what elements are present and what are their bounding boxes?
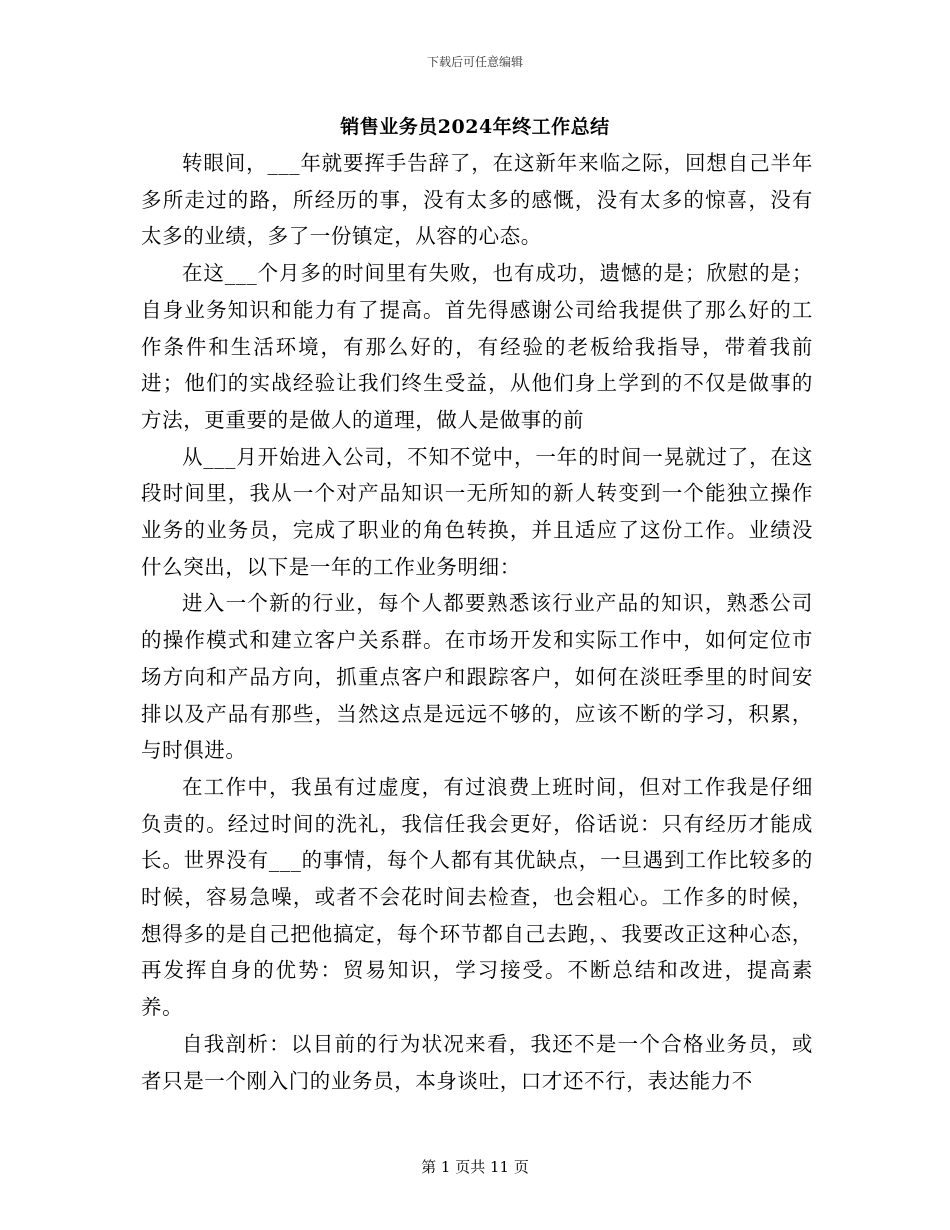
paragraph-1: 转眼间，___年就要挥手告辞了，在这新年来临之际，回想自己半年多所走过的路，所经历的事，没有太多的感慨，没有太多的惊喜，没有太多的业绩，多了一份镇定，从容的心态。 bbox=[141, 151, 813, 249]
page-header-note: 下载后可任意编辑 bbox=[426, 55, 523, 69]
document-title: 销售业务员2024年终工作总结 bbox=[340, 116, 610, 138]
page-number: 第 1 页共 11 页 bbox=[421, 1158, 529, 1176]
document-body bbox=[141, 145, 813, 1099]
paragraph-2: 在这___个月多的时间里有失败，也有成功，遗憾的是；欣慰的是；自身业务知识和能力有了提高。首先得感谢公司给我提供了那么好的工作条件和生活环境，有那么好的，有经验的老板给我指导，带着我前进；他们的实战经验让我们终生受益，从他们身上学到的不仅是做事的方法，更重要的是做人的道理，做人是做事的前 bbox=[141, 261, 813, 432]
paragraph-4: 进入一个新的行业，每个人都要熟悉该行业产品的知识，熟悉公司的操作模式和建立客户关系群。在市场开发和实际工作中，如何定位市场方向和产品方向，抓重点客户和跟踪客户，如何在淡旺季里的时间安排以及产品有那些，当然这点是远远不够的，应该不断的学习，积累，与时俱进。 bbox=[141, 591, 813, 763]
paragraph-5: 在工作中，我虽有过虚度，有过浪费上班时间，但对工作我是仔细负责的。经过时间的洗礼，我信任我会更好，俗话说：只有经历才能成长。世界没有___的事情，每个人都有其优缺点，一旦遇到工作比较多的时候，容易急噪，或者不会花时间去检查，也会粗心。工作多的时候，想得多的是自己把他搞定，每个环节都自己去跑，、我要改正这种心态，再发挥自身的优势：贸易知识，学习接受。不断总结和改进，提高素养。 bbox=[141, 774, 813, 1020]
paragraph-3: 从___月开始进入公司，不知不觉中，一年的时间一晃就过了，在这段时间里，我从一个对产品知识一无所知的新人转变到一个能独立操作业务的业务员，完成了职业的角色转换，并且适应了这份工作。业绩没什么突出，以下是一年的工作业务明细： bbox=[141, 444, 813, 579]
paragraph-6: 自我剖析：以目前的行为状况来看，我还不是一个合格业务员，或者只是一个刚入门的业务员，本身谈吐，口才还不行，表达能力不 bbox=[141, 1031, 813, 1093]
